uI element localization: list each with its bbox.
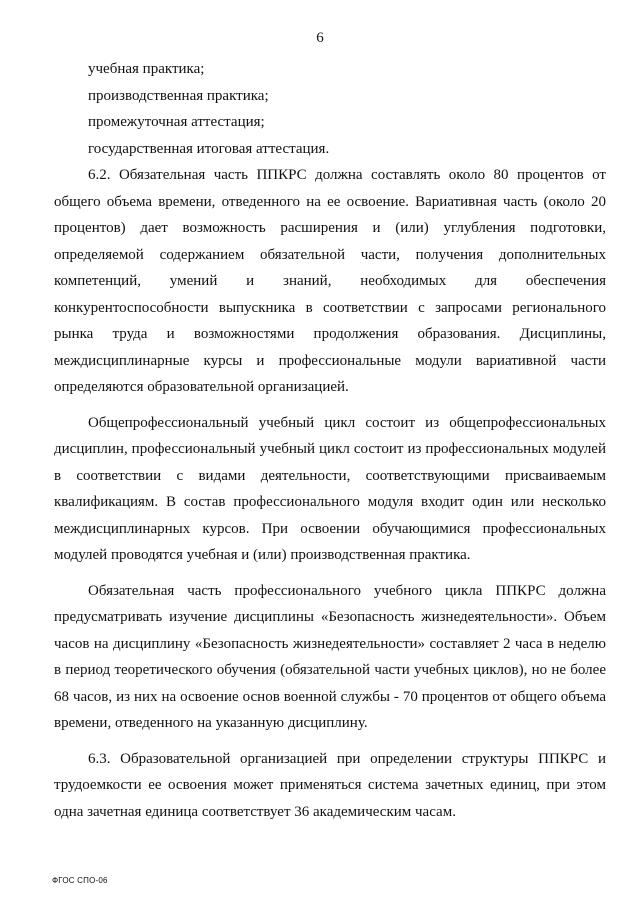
document-body xyxy=(54,56,606,825)
paragraph-6-3: 6.3. Образовательной организацией при определении структуры ППКРС и трудоемкости ее освоения может применяться система зачетных единиц, при этом одна зачетная единица соответствует 36 академическим часам. xyxy=(54,750,606,820)
list-item: промежуточная аттестация; xyxy=(88,114,265,130)
footer-label: ФГОС СПО-06 xyxy=(52,876,108,885)
paragraph-cycles: Общепрофессиональный учебный цикл состоит из общепрофессиональных дисциплин, профессиональный учебный цикл состоит из профессиональных модулей в соответствии с видами деятельности, соответствующими присваиваемым квалификациям. В состав профессионального модуля входит один или несколько междисциплинарных курсов. При освоении обучающимися профессиональных модулей проводятся учебная и (или) производственная практика. xyxy=(54,414,606,563)
list-item: учебная практика; xyxy=(88,61,205,77)
paragraph-life-safety: Обязательная часть профессионального учебного цикла ППКРС должна предусматривать изучение дисциплины «Безопасность жизнедеятельности». Объем часов на дисциплину «Безопасность жизнедеятельности» составляет 2 часа в неделю в период теоретического обучения (обязательной части учебных циклов), но не более 68 часов, из них на освоение основ военной службы - 70 процентов от общего объема времени, отведенного на указанную дисциплину. xyxy=(54,582,606,731)
practice-list xyxy=(54,56,606,162)
paragraph-6-2: 6.2. Обязательная часть ППКРС должна составлять около 80 процентов от общего объема времени, отведенного на ее освоение. Вариативная часть (около 20 процентов) дает возможность расширения и (или) углубления подготовки, определяемой содержанием обязательной части, получения дополнительных компетенций, умений и знаний, необходимых для обеспечения конкурентоспособности выпускника в соответствии с запросами регионального рынка труда и возможностями продолжения образования. Дисциплины, междисциплинарные курсы и профессиональные модули вариативной части определяются образовательной организацией. xyxy=(54,167,606,395)
page-number: 6 xyxy=(316,30,324,46)
list-item: государственная итоговая аттестация. xyxy=(88,140,330,157)
list-item: производственная практика; xyxy=(88,87,269,104)
